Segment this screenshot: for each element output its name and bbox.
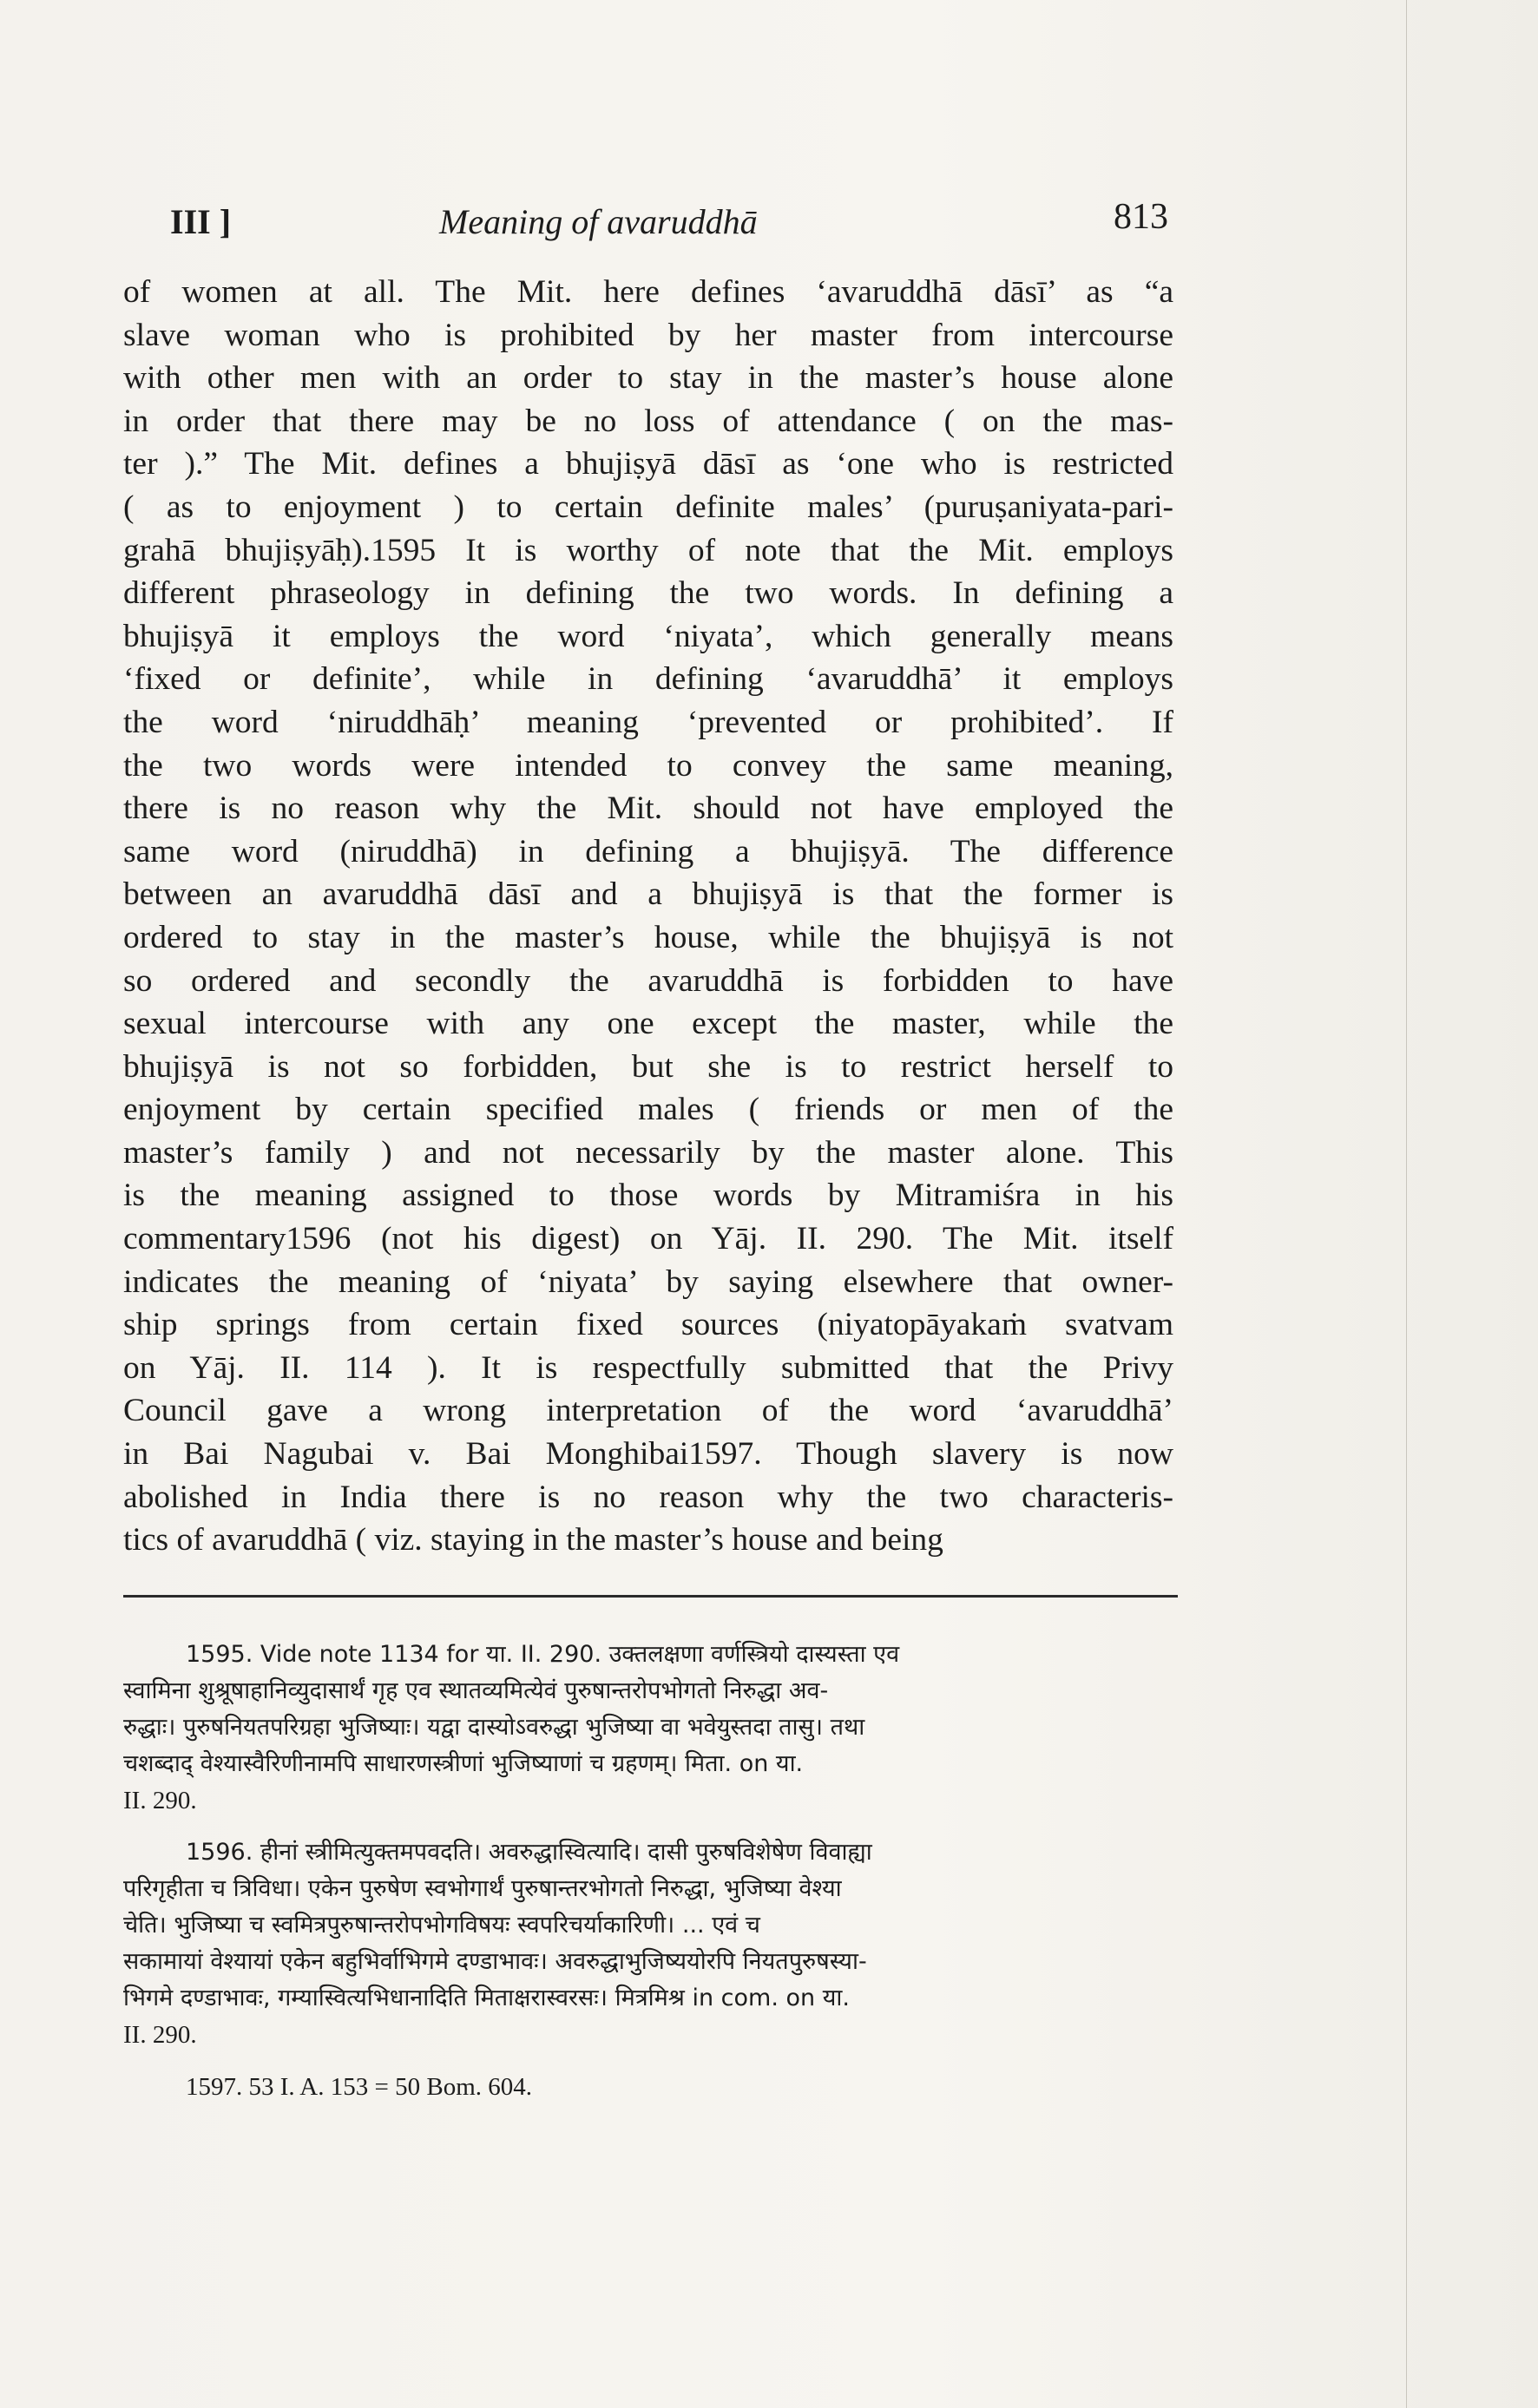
body-line: sexual intercourse with any one except the master, while the [123, 1006, 1173, 1042]
body-line: different phraseology in defining the two words. In defining a [123, 575, 1173, 612]
body-line: ‘fixed or definite’, while in defining ‘avaruddhā’ it employs [123, 661, 1173, 698]
footnote [123, 1834, 1178, 2053]
body-line: the two words were intended to convey the same meaning, [123, 747, 1173, 784]
body-line: of women at all. The Mit. here defines ‘avaruddhā dāsī’ as “a [123, 274, 1173, 310]
footnote-line: 1595. Vide note 1134 for या. II. 290. उक्तलक्षणा वर्णस्त्रियो दास्यस्ता एव [186, 1641, 900, 1668]
footnote-separator [123, 1595, 1178, 1598]
footnotes [123, 1637, 1178, 2121]
body-line: Council gave a wrong interpretation of the word ‘avaruddhā’ [123, 1393, 1173, 1429]
body-line: there is no reason why the Mit. should not have employed the [123, 791, 1173, 827]
page-number: 813 [1114, 197, 1168, 237]
body-line: enjoyment by certain specified males ( friends or men of the [123, 1092, 1173, 1128]
footnote [123, 1637, 1178, 1819]
body-line: bhujiṣyā it employs the word ‘niyata’, which generally means [123, 618, 1173, 654]
body-line: with other men with an order to stay in the master’s house alone [123, 360, 1173, 397]
footnote-line: 1596. हीनां स्त्रीमित्युक्तमपवदति। अवरुद्धास्वित्यादि। दासी पुरुषविशेषेण विवाह्या [186, 1839, 872, 1866]
footnote-line: रुद्धाः। पुरुषनियतपरिग्रहा भुजिष्याः। यद्वा दास्योऽवरुद्धा भुजिष्या वा भवेयुस्तदा तासु। तथा [123, 1714, 865, 1741]
body-line: bhujiṣyā is not so forbidden, but she is to restrict herself to [123, 1048, 1173, 1085]
footnote-line: चेति। भुजिष्या च स्वमित्रपुरुषान्तरोपभोगविषयः स्वपरिचर्याकारिणी। ... एवं च [123, 1912, 760, 1939]
footnote-line: 1597. 53 I. A. 153 = 50 Bom. 604. [186, 2073, 533, 2101]
body-line: same word (niruddhā) in defining a bhujiṣyā. The difference [123, 833, 1173, 869]
footnote [123, 2069, 1178, 2105]
body-line: ship springs from certain fixed sources (niyatopāyakaṁ svatvam [123, 1307, 1173, 1343]
body-line: in order that there may be no loss of attendance ( on the mas- [123, 403, 1173, 439]
body-line: tics of avaruddhā ( viz. staying in the master’s house and being [123, 1522, 943, 1558]
body-line: so ordered and secondly the avaruddhā is forbidden to have [123, 962, 1173, 999]
body-line: the word ‘niruddhāḥ’ meaning ‘prevented or prohibited’. If [123, 704, 1173, 740]
body-line: between an avaruddhā dāsī and a bhujiṣyā is that the former is [123, 876, 1173, 913]
body-line: commentary1596 (not his digest) on Yāj. II. 290. The Mit. itself [123, 1221, 1173, 1257]
footnote-line: चशब्दाद् वेश्यास्वैरिणीनामपि साधारणस्त्रीणां भुजिष्याणां च ग्रहणम्। मिता. on या. [123, 1750, 804, 1777]
page-edge-line [1406, 0, 1407, 2408]
body-paragraph [123, 271, 1173, 1562]
footnote-line: भिगमे दण्डाभावः, गम्यास्वित्यभिधानादिति मिताक्षरास्वरसः। मित्रमिश्र in com. on या. [123, 1985, 850, 2011]
body-line: is the meaning assigned to those words by Mitramiśra in his [123, 1178, 1173, 1214]
footnote-line: II. 290. [123, 2021, 197, 2049]
running-header [170, 197, 1186, 253]
body-line: ( as to enjoyment ) to certain definite males’ (puruṣaniyata-pari- [123, 489, 1173, 525]
body-line: master’s family ) and not necessarily by the master alone. This [123, 1134, 1173, 1171]
body-line: abolished in India there is no reason why the two characteris- [123, 1479, 1173, 1515]
body-line: grahā bhujiṣyāḥ).1595 It is worthy of note that the Mit. employs [123, 532, 1173, 568]
body-line: ter ).” The Mit. defines a bhujiṣyā dāsī as ‘one who is restricted [123, 446, 1173, 482]
footnote-line: स्वामिना शुश्रूषाहानिव्युदासार्थं गृह एव स्थातव्यमित्येवं पुरुषान्तरोपभोगतो निरुद्धा अव- [123, 1677, 829, 1704]
body-line: slave woman who is prohibited by her master from intercourse [123, 317, 1173, 353]
footnote-line: सकामायां वेश्यायां एकेन बहुभिर्वाभिगमे दण्डाभावः। अवरुद्धाभुजिष्ययोरपि नियतपुरुषस्या- [123, 1948, 867, 1975]
chapter-marker: III ] [170, 202, 232, 241]
footnote-line: परिगृहीता च त्रिविधा। एकेन पुरुषेण स्वभोगार्थं पुरुषान्तरभोगतो निरुद्धा, भुजिष्या वेश्या [123, 1875, 842, 1902]
footnote-line: II. 290. [123, 1787, 197, 1814]
body-line: on Yāj. II. 114 ). It is respectfully submitted that the Privy [123, 1349, 1173, 1386]
body-line: ordered to stay in the master’s house, while the bhujiṣyā is not [123, 919, 1173, 955]
body-line: indicates the meaning of ‘niyata’ by saying elsewhere that owner- [123, 1263, 1173, 1300]
body-line: in Bai Nagubai v. Bai Monghibai1597. Though slavery is now [123, 1436, 1173, 1473]
running-title: Meaning of avaruddhā [439, 202, 758, 241]
